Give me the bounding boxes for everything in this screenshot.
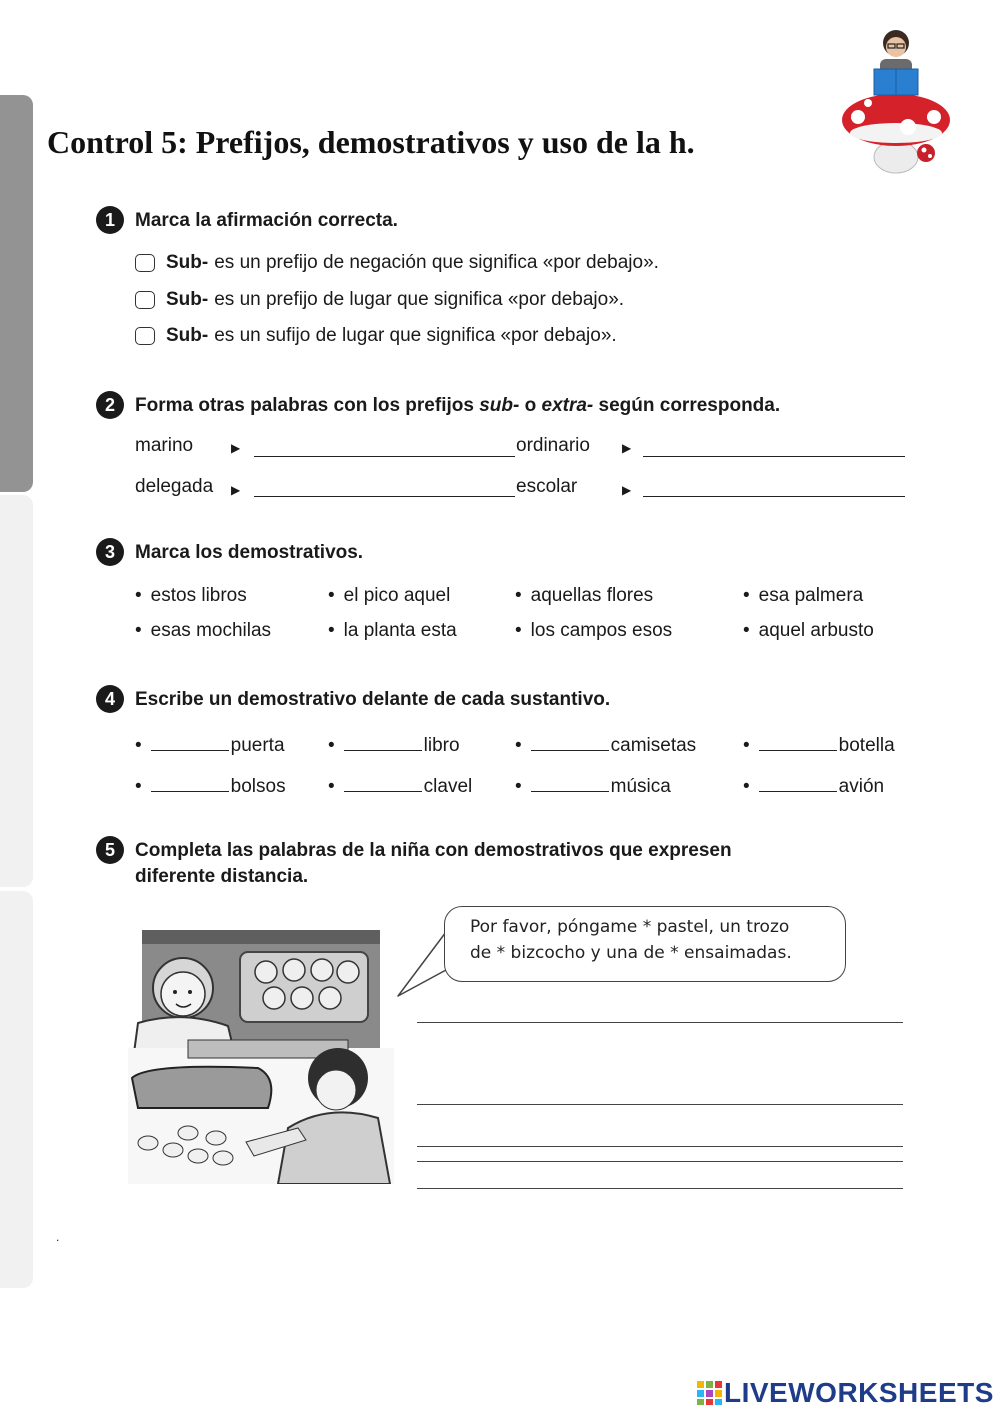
ex3-item-text: aquellas flores	[530, 585, 654, 606]
ex2-heading-part-c: según corresponda.	[593, 395, 781, 416]
ex4-item: • libro	[328, 731, 460, 757]
arrow-right-icon: ▶	[231, 441, 241, 455]
ex3-item-text: estos libros	[150, 585, 247, 606]
exercise-5-heading-line2: diferente distancia.	[135, 866, 309, 887]
ex1-option-3-text: es un sufijo de lugar que significa «por debajo».	[214, 325, 617, 346]
ex4-item: • camisetas	[515, 731, 696, 757]
exercise-3-number: 3	[96, 538, 124, 566]
exercise-1-number: 1	[96, 206, 124, 234]
ex1-option-2	[135, 289, 624, 311]
ex3-item[interactable]: • el pico aquel	[328, 585, 451, 606]
ex3-item-text: aquel arbusto	[758, 620, 874, 641]
ex4-blank-input[interactable]	[531, 731, 609, 751]
arrow-right-icon: ▶	[622, 483, 632, 497]
ex5-answer-line[interactable]	[417, 1188, 903, 1189]
exercise-1-heading: Marca la afirmación correcta.	[135, 210, 398, 231]
ex3-item[interactable]: • estos libros	[135, 585, 247, 606]
exercise-5-number: 5	[96, 836, 124, 864]
ex5-answer-line[interactable]	[417, 1161, 903, 1162]
ex1-option-3-checkbox[interactable]	[135, 327, 155, 345]
ex2-answer-line-delegada[interactable]	[254, 496, 515, 497]
liveworksheets-logo-icon	[697, 1381, 723, 1405]
exercise-4-number: 4	[96, 685, 124, 713]
ex1-option-2-checkbox[interactable]	[135, 291, 155, 309]
side-tab-2	[0, 495, 33, 887]
ex4-noun: bolsos	[230, 776, 286, 797]
side-tab-1	[0, 95, 33, 492]
ex4-item: • puerta	[135, 731, 285, 757]
ex3-item[interactable]: • aquellas flores	[515, 585, 654, 606]
exercise-3-heading: Marca los demostrativos.	[135, 542, 364, 563]
ex3-item[interactable]: • esa palmera	[743, 585, 864, 606]
ex4-blank-input[interactable]	[151, 731, 229, 751]
mushroom-reader-illustration	[838, 25, 958, 175]
ex1-option-1-checkbox[interactable]	[135, 254, 155, 272]
ex3-item-text: el pico aquel	[343, 585, 451, 606]
ex1-option-3-bold: Sub-	[166, 325, 209, 346]
exercise-5-heading-line1: Completa las palabras de la niña con demostrativos que expresen	[135, 840, 732, 861]
ex3-item[interactable]: • aquel arbusto	[743, 620, 874, 641]
speech-bubble-line1: Por favor, póngame * pastel, un trozo	[470, 917, 790, 937]
ex4-noun: camisetas	[610, 735, 697, 756]
page-title: Control 5: Prefijos, demostrativos y uso de la h.	[47, 124, 695, 160]
ex2-heading-part-b: o	[519, 395, 542, 416]
ex4-blank-input[interactable]	[531, 772, 609, 792]
ex4-noun: puerta	[230, 735, 285, 756]
side-tab-3	[0, 891, 33, 1288]
exercise-4-heading: Escribe un demostrativo delante de cada sustantivo.	[135, 689, 611, 710]
exercise-2-number: 2	[96, 391, 124, 419]
ex1-option-2-text: es un prefijo de lugar que significa «por debajo».	[214, 289, 625, 310]
ex1-option-1-text: es un prefijo de negación que significa «por debajo».	[214, 252, 659, 273]
speech-bubble-tail	[396, 930, 448, 998]
ex3-item-text: esa palmera	[758, 585, 864, 606]
exercise-2-heading	[135, 395, 780, 417]
speech-bubble-line2: de * bizcocho y una de * ensaimadas.	[470, 943, 792, 963]
arrow-right-icon: ▶	[622, 441, 632, 455]
ex4-noun: libro	[423, 735, 460, 756]
bakery-illustration	[128, 928, 394, 1184]
ex2-word-delegada: delegada	[135, 476, 214, 497]
ex4-item: • botella	[743, 731, 895, 757]
ex4-item: • bolsos	[135, 772, 286, 798]
ex2-word-marino: marino	[135, 435, 194, 456]
ex2-word-ordinario: ordinario	[516, 435, 590, 456]
ex5-answer-line[interactable]	[417, 1022, 903, 1023]
ex4-blank-input[interactable]	[344, 731, 422, 751]
footer-dot: .	[56, 1230, 60, 1244]
ex4-noun: avión	[838, 776, 885, 797]
liveworksheets-logo-text: LIVEWORKSHEETS	[724, 1377, 994, 1408]
ex1-option-3	[135, 325, 617, 347]
ex4-item: • música	[515, 772, 671, 798]
ex1-option-2-bold: Sub-	[166, 289, 209, 310]
arrow-right-icon: ▶	[231, 483, 241, 497]
ex4-blank-input[interactable]	[344, 772, 422, 792]
ex2-heading-part-a: Forma otras palabras con los prefijos	[135, 395, 480, 416]
ex4-noun: música	[610, 776, 671, 797]
ex4-blank-input[interactable]	[759, 772, 837, 792]
ex3-item-text: esas mochilas	[150, 620, 272, 641]
ex2-answer-line-ordinario[interactable]	[643, 456, 905, 457]
ex4-item: • clavel	[328, 772, 472, 798]
ex4-blank-input[interactable]	[759, 731, 837, 751]
ex3-item[interactable]: • los campos esos	[515, 620, 673, 641]
ex3-item[interactable]: • la planta esta	[328, 620, 457, 641]
ex1-option-1	[135, 252, 659, 274]
ex2-heading-sub: sub-	[479, 395, 520, 416]
ex4-noun: clavel	[423, 776, 473, 797]
ex4-blank-input[interactable]	[151, 772, 229, 792]
ex1-option-1-bold: Sub-	[166, 252, 209, 273]
ex3-item-text: los campos esos	[530, 620, 673, 641]
ex2-heading-extra: extra-	[541, 395, 594, 416]
ex3-item[interactable]: • esas mochilas	[135, 620, 272, 641]
ex2-answer-line-escolar[interactable]	[643, 496, 905, 497]
ex4-item: • avión	[743, 772, 884, 798]
ex2-answer-line-marino[interactable]	[254, 456, 515, 457]
ex5-answer-line[interactable]	[417, 1104, 903, 1105]
ex4-noun: botella	[838, 735, 895, 756]
ex3-item-text: la planta esta	[343, 620, 457, 641]
speech-bubble-text	[470, 914, 840, 966]
ex2-word-escolar: escolar	[516, 476, 578, 497]
ex5-answer-line[interactable]	[417, 1146, 903, 1147]
